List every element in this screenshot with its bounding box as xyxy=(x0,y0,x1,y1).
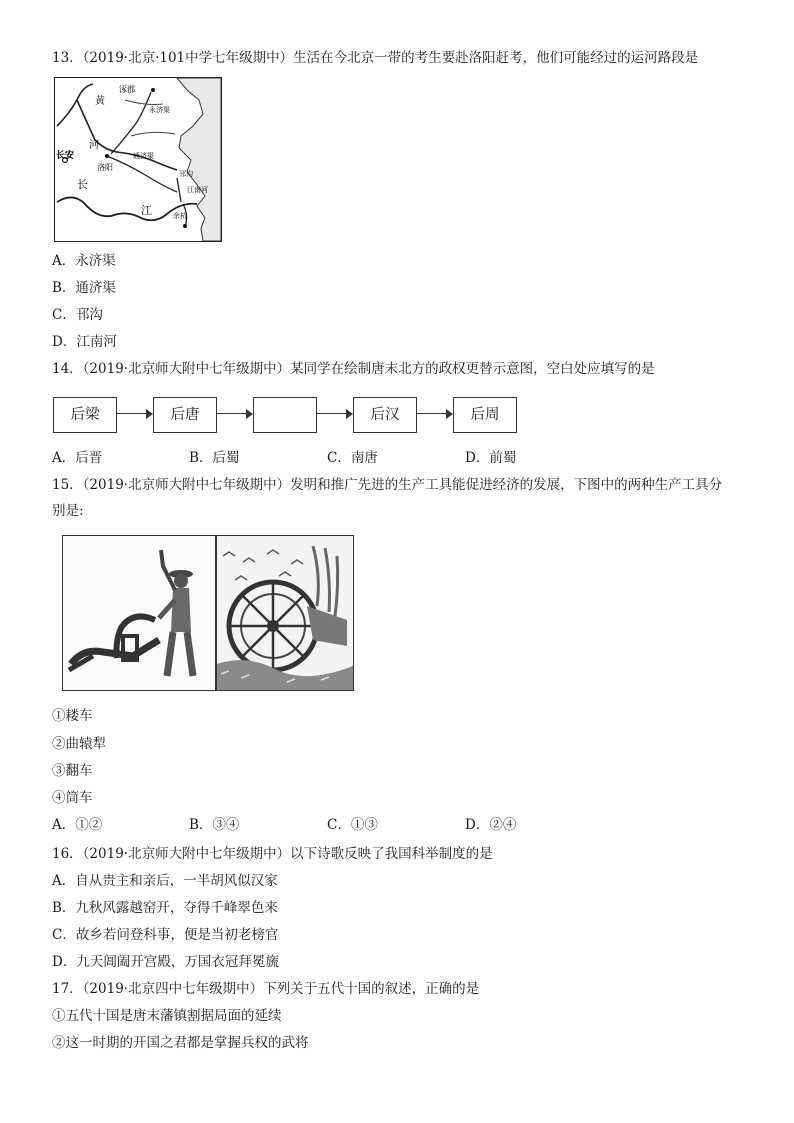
label-zhuojun: 涿郡 xyxy=(119,85,135,94)
flow-arrow xyxy=(117,413,151,414)
label-luoyang: 洛阳 xyxy=(97,163,113,172)
regime-succession-diagram xyxy=(53,395,523,437)
q16-option-b: B．九秋风露越窑开，夺得千峰翠色来 xyxy=(52,900,278,916)
flow-box-houliang: 后梁 xyxy=(53,397,117,433)
q13-option-c: C．邗沟 xyxy=(52,307,103,323)
q16-option-d: D．九天阊阖开宫殿，万国衣冠拜冕旒 xyxy=(52,954,279,970)
q16-stem: 16．（2019·北京师大附中七年级期中）以下诗歌反映了我国科举制度的是 xyxy=(52,846,493,862)
q14-options xyxy=(52,449,612,467)
q14-stem: 14．（2019·北京师大附中七年级期中）某同学在绘制唐末北方的政权更替示意图，空白处应填写的是 xyxy=(52,361,655,377)
flow-box-blank xyxy=(253,397,317,433)
q14-option-d: D．前蜀 xyxy=(465,450,517,466)
farming-tools-figure xyxy=(62,535,354,691)
q16-option-c: C．故乡若问登科事，便是当初老榜官 xyxy=(52,927,279,943)
q15-stem-line2: 别是: xyxy=(52,503,84,519)
q15-item-1: ①耧车 xyxy=(52,708,93,724)
q13-stem: 13．（2019·北京·101中学七年级期中）生活在今北京一带的考生要赴洛阳赶考，他们可能经过的运河路段是 xyxy=(52,50,699,66)
q15-option-d: D．②④ xyxy=(465,817,517,833)
flow-arrow xyxy=(417,413,451,414)
q15-option-b: B．③④ xyxy=(189,817,240,833)
label-changan: 长安 xyxy=(56,151,75,161)
q13-option-b: B．通济渠 xyxy=(52,280,116,296)
label-tongjiqu: 通济渠 xyxy=(133,152,154,160)
label-hangou: 邗沟 xyxy=(179,170,193,178)
flow-box-houzhou: 后周 xyxy=(453,397,517,433)
flow-box-houtang: 后唐 xyxy=(153,397,217,433)
q14-option-a: A．后晋 xyxy=(52,450,103,466)
q15-item-4: ④筒车 xyxy=(52,790,93,806)
q16-option-a: A．自从贵主和亲后，一半胡风似汉家 xyxy=(52,873,278,889)
label-he: 河 xyxy=(89,140,99,151)
flow-arrow xyxy=(217,413,251,414)
q14-option-b: B．后蜀 xyxy=(189,450,240,466)
q17-item-2: ②这一时期的开国之君都是掌握兵权的武将 xyxy=(52,1035,309,1051)
label-huang: 黄 xyxy=(95,96,105,107)
q15-stem-line1: 15．（2019·北京师大附中七年级期中）发明和推广先进的生产工具能促进经济的发展，下图中的两种生产工具分 xyxy=(52,477,723,493)
q13-option-a: A．永济渠 xyxy=(52,253,116,269)
q13-option-d: D．江南河 xyxy=(52,334,117,350)
q15-item-2: ②曲辕犁 xyxy=(52,736,106,752)
q15-option-a: A．①② xyxy=(52,817,103,833)
flow-arrow xyxy=(317,413,351,414)
curved-plough-picture xyxy=(62,535,216,691)
waterwheel-picture xyxy=(216,535,354,691)
label-yuhang: 余杭 xyxy=(173,212,187,220)
q17-item-1: ①五代十国是唐末藩镇割据局面的延续 xyxy=(52,1008,282,1024)
grand-canal-map xyxy=(54,77,222,242)
canal-map-figure xyxy=(55,78,221,241)
q14-option-c: C．南唐 xyxy=(327,450,378,466)
label-jiangnanhe: 江南河 xyxy=(187,186,208,194)
label-chang: 长 xyxy=(77,178,88,191)
flow-box-houhan: 后汉 xyxy=(353,397,417,433)
q17-stem: 17．（2019·北京四中七年级期中）下列关于五代十国的叙述，正确的是 xyxy=(52,981,480,997)
label-yongjiqu: 永济渠 xyxy=(149,106,170,114)
q15-item-3: ③翻车 xyxy=(52,763,93,779)
label-jiang: 江 xyxy=(141,204,152,217)
q15-options xyxy=(52,816,612,834)
q15-option-c: C．①③ xyxy=(327,817,378,833)
